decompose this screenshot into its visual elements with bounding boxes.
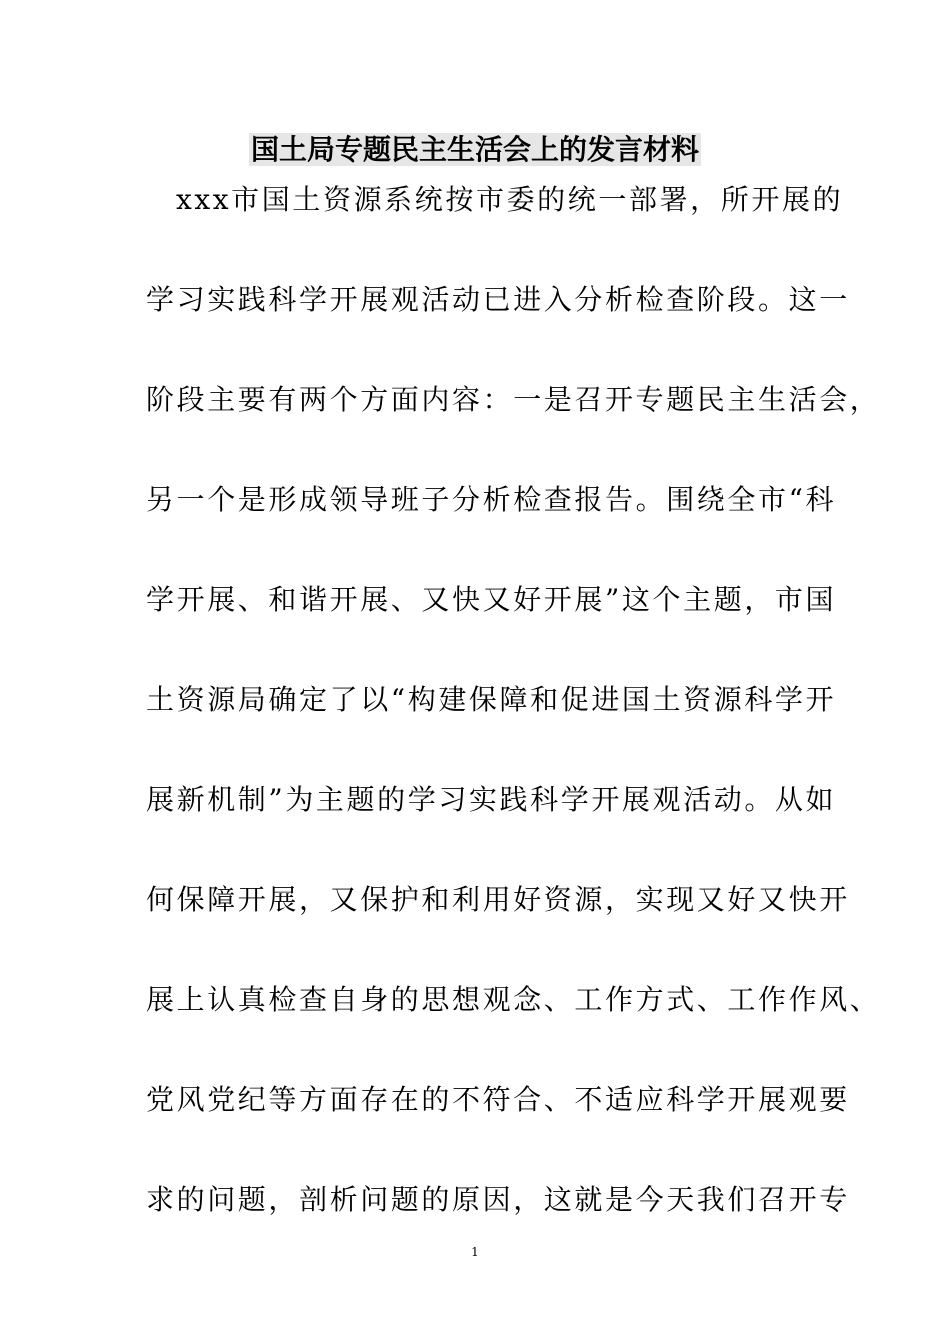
- body-line: 学习实践科学开展观活动已进入分析检查阶段。这一: [146, 283, 850, 316]
- document-title: [0, 132, 950, 168]
- body-line: 何保障开展，又保护和利用好资源，实现又好又快开: [146, 883, 850, 916]
- body-line: 展上认真检查自身的思想观念、工作方式、工作作风、: [146, 983, 881, 1016]
- body-line: 党风党纪等方面存在的不符合、不适应科学开展观要: [146, 1083, 850, 1116]
- body-line: 阶段主要有两个方面内容：一是召开专题民主生活会，: [146, 383, 881, 416]
- document-title-text: 国土局专题民主生活会上的发言材料: [250, 133, 699, 166]
- body-line: 求的问题，剖析问题的原因，这就是今天我们召开专: [146, 1183, 850, 1216]
- body-line: 学开展、和谐开展、又快又好开展”这个主题，市国: [146, 583, 837, 616]
- body-line: 另一个是形成领导班子分析检查报告。围绕全市“科: [146, 483, 837, 516]
- page-number: 1: [471, 1245, 479, 1259]
- body-line: xxx市国土资源系统按市委的统一部署，所开展的: [176, 183, 844, 216]
- body-line: 展新机制”为主题的学习实践科学开展观活动。从如: [146, 783, 837, 816]
- body-line: 土资源局确定了以“构建保障和促进国土资源科学开: [146, 683, 837, 716]
